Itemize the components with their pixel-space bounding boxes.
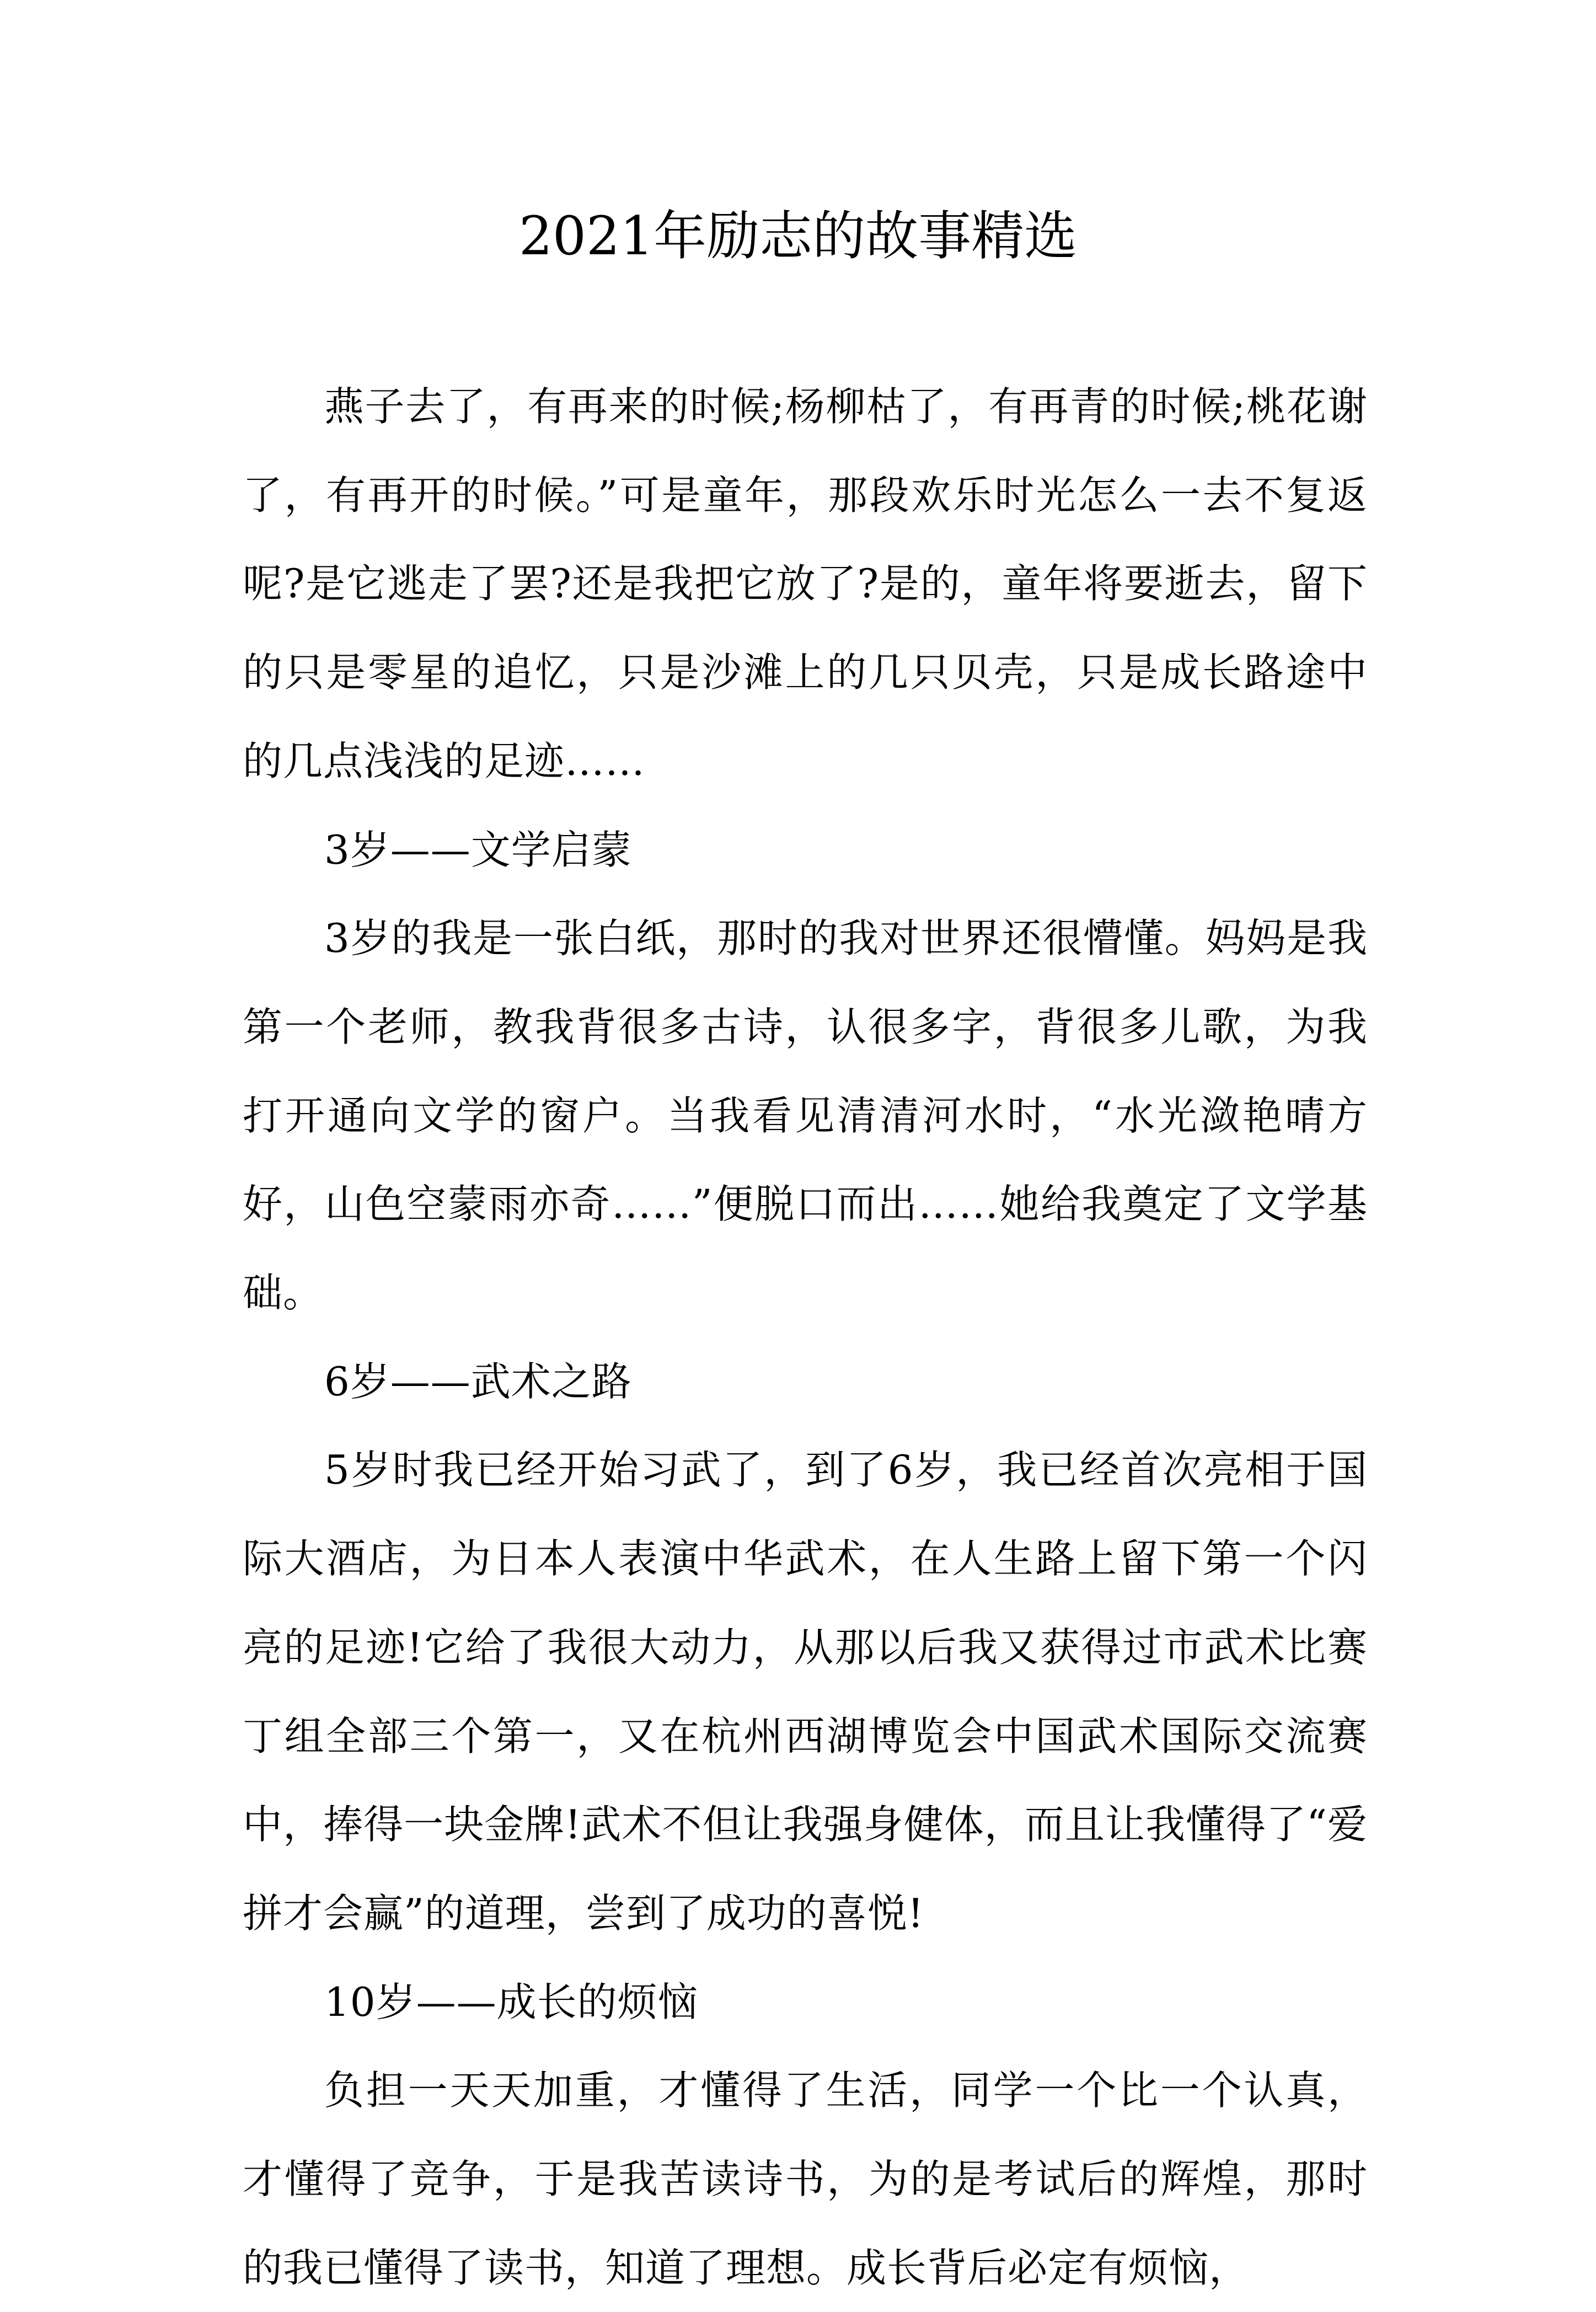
paragraph-age-6: 5岁时我已经开始习武了，到了6岁，我已经首次亮相于国际大酒店，为日本人表演中华武术，在人生路上留下第一个闪亮的足迹!它给了我很大动力，从那以后我又获得过市武术比赛丁组全部三个第一，又在杭州西湖博览会中国武术国际交流赛中，捧得一块金牌!武术不但让我强身健体，而且让我懂得了“爱拼才会赢”的道理，尝到了成功的喜悦! (243, 1447, 1368, 1936)
section-heading-age-10: 10岁——成长的烦恼 (324, 1978, 698, 2025)
paragraph-intro: 燕子去了，有再来的时候;杨柳枯了，有再青的时候;桃花谢了，有再开的时候。”可是童年，那段欢乐时光怎么一去不复返呢?是它逃走了罢?还是我把它放了?是的，童年将要逝去，留下的只是零星的追忆，只是沙滩上的几只贝壳，只是成长路途中的几点浅浅的足迹…… (243, 383, 1368, 784)
document-body (243, 362, 1368, 2312)
paragraph-age-3: 3岁的我是一张白纸，那时的我对世界还很懵懂。妈妈是我第一个老师，教我背很多古诗，认很多字，背很多儿歌，为我打开通向文学的窗户。当我看见清清河水时，“水光潋艳晴方好，山色空蒙雨亦奇……”便脱口而出……她给我奠定了文学基础。 (243, 915, 1368, 1316)
paragraph-age-10: 负担一天天加重，才懂得了生活，同学一个比一个认真，才懂得了竞争，于是我苦读诗书，为的是考试后的辉煌，那时的我已懂得了读书，知道了理想。成长背后必定有烦恼， (243, 2067, 1368, 2291)
section-heading-age-3: 3岁——文学启蒙 (324, 826, 632, 873)
section-heading-age-6: 6岁——武术之路 (324, 1358, 632, 1405)
document-title: 2021年励志的故事精选 (518, 205, 1078, 267)
